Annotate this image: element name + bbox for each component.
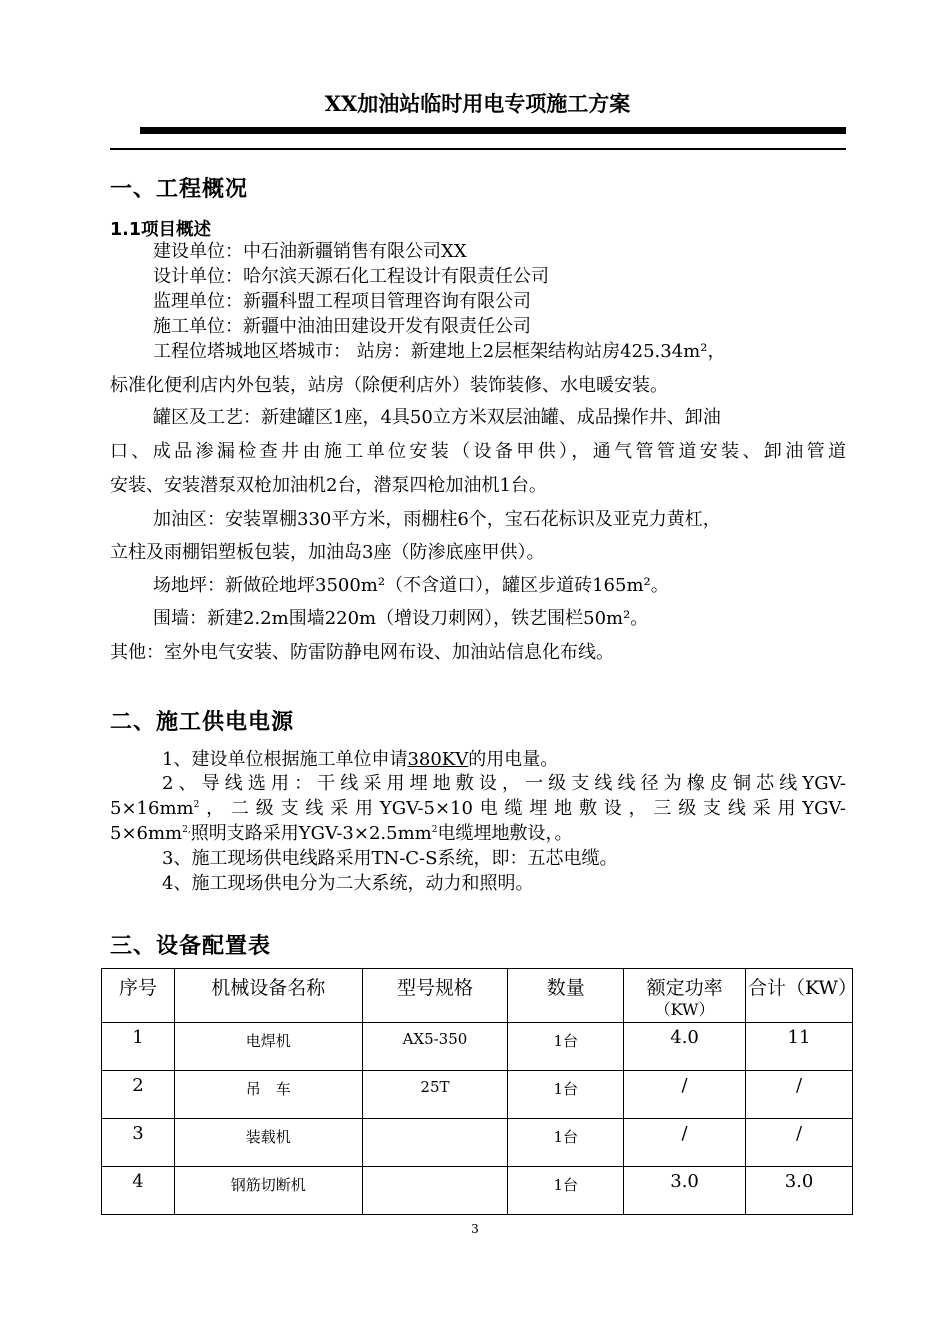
power-item-1-suffix: 的用电量。	[468, 749, 559, 770]
power-item-1-text: 1、建设单位根据施工单位申请	[162, 749, 408, 770]
site-paragraph-line-2: 标准化便利店内外包装，站房（除便利店外）装饰装修、水电暖安装。	[110, 375, 668, 396]
cell-rated-power: /	[624, 1119, 746, 1167]
cell-index: 3	[102, 1119, 175, 1167]
power-item-4: 4、施工现场供电分为二大系统，动力和照明。	[162, 873, 534, 894]
table-row	[102, 1023, 853, 1071]
construction-unit-line: 施工单位：新疆中油油田建设开发有限责任公司	[153, 316, 531, 337]
document-title: XX加油站临时用电专项施工方案	[324, 91, 631, 116]
cell-equipment-name: 吊 车	[174, 1071, 362, 1119]
section-heading-equipment: 三、设备配置表	[110, 934, 272, 959]
table-header-row	[102, 969, 853, 1023]
superscript-2: 2	[193, 800, 200, 810]
wire-spec-tertiary: 5×6mm	[110, 823, 183, 844]
cell-total: 11	[746, 1023, 853, 1071]
other-line: 其他：室外电气安装、防雷防静电网布设、加油站信息化布线。	[110, 642, 614, 663]
header-quantity: 数量	[508, 969, 624, 1023]
cell-quantity: 1台	[508, 1023, 624, 1071]
power-item-2-line-1: 2、导线选用：干线采用埋地敷设，一级支线线径为橡皮铜芯线YGV-	[162, 773, 846, 794]
cell-rated-power: 4.0	[624, 1023, 746, 1071]
cell-index: 4	[102, 1167, 175, 1215]
cell-model	[362, 1167, 508, 1215]
cell-rated-power: /	[624, 1071, 746, 1119]
power-item-2-line-2	[110, 797, 846, 821]
header-rated-power-unit: （KW）	[654, 1000, 715, 1019]
power-item-3: 3、施工现场供电线路采用TN-C-S系统，即：五芯电缆。	[162, 848, 618, 869]
wire-spec-primary: 5×16mm	[110, 798, 194, 819]
tank-paragraph-line-2: 口、成品渗漏检查井由施工单位安装（设备甲供），通气管管道安装、卸油管道	[110, 441, 846, 462]
wire-spec-lighting: 照明支路采用YGV-3×2.5mm	[190, 823, 432, 844]
cell-equipment-name: 电焊机	[174, 1023, 362, 1071]
wire-spec-secondary: ，二级支线采用YGV-5×10电缆埋地敷设，三级支线采用YGV-	[199, 798, 846, 819]
owner-unit-line: 建设单位：中石油新疆销售有限公司XX	[153, 241, 467, 262]
header-equipment-name: 机械设备名称	[174, 969, 362, 1023]
cell-total: /	[746, 1071, 853, 1119]
cell-model: 25T	[362, 1071, 508, 1119]
page-number: 3	[471, 1222, 479, 1236]
superscript-2-comma: 2,	[182, 825, 191, 835]
cell-index: 1	[102, 1023, 175, 1071]
sub-heading-project-overview: 1.1项目概述	[110, 220, 212, 240]
cell-quantity: 1台	[508, 1119, 624, 1167]
cell-equipment-name: 钢筋切断机	[174, 1167, 362, 1215]
cell-model	[362, 1119, 508, 1167]
design-unit-line: 设计单位：哈尔滨天源石化工程设计有限责任公司	[153, 266, 549, 287]
supervision-unit-line: 监理单位：新疆科盟工程项目管理咨询有限公司	[153, 291, 531, 312]
table-row	[102, 1119, 853, 1167]
header-rule-thick	[140, 127, 846, 134]
wall-line: 围墙：新建2.2m围墙220m（增设刀刺网），铁艺围栏50m²。	[153, 608, 649, 629]
header-model: 型号规格	[362, 969, 508, 1023]
tank-paragraph-line-1: 罐区及工艺：新建罐区1座，4具50立方米双层油罐、成品操作井、卸油	[153, 407, 721, 428]
cell-total: 3.0	[746, 1167, 853, 1215]
site-paragraph-line-1: 工程位塔城地区塔城市： 站房：新建地上2层框架结构站房425.34m²，	[153, 341, 726, 362]
header-total: 合计（KW）	[746, 969, 853, 1023]
cell-quantity: 1台	[508, 1167, 624, 1215]
section-heading-overview: 一、工程概况	[110, 177, 249, 202]
table-row	[102, 1167, 853, 1215]
power-item-1-underlined-value: 380KV	[407, 749, 469, 770]
header-index: 序号	[102, 969, 175, 1023]
cell-total: /	[746, 1119, 853, 1167]
header-rule-thin	[110, 148, 846, 150]
cell-rated-power: 3.0	[624, 1167, 746, 1215]
section-heading-power-supply: 二、施工供电电源	[110, 710, 295, 735]
header-rated-power	[624, 969, 746, 1023]
equipment-table	[101, 968, 858, 1215]
cell-quantity: 1台	[508, 1071, 624, 1119]
cell-equipment-name: 装载机	[174, 1119, 362, 1167]
power-item-2-line-3	[110, 822, 572, 846]
fuel-area-line-2: 立柱及雨棚铝塑板包装，加油岛3座（防渗底座甲供）。	[110, 542, 545, 563]
power-item-1	[162, 748, 558, 772]
header-rated-power-label: 额定功率	[646, 977, 723, 999]
cell-index: 2	[102, 1071, 175, 1119]
superscript-2: 2	[431, 825, 438, 835]
tank-paragraph-line-3: 安装、安装潜泵双枪加油机2台，潜泵四枪加油机1台。	[110, 475, 547, 496]
cell-model: AX5-350	[362, 1023, 508, 1071]
ground-line: 场地坪：新做砼地坪3500m²（不含道口），罐区步道砖165m²。	[153, 575, 669, 596]
wire-spec-lighting-suffix: 电缆埋地敷设，。	[437, 823, 573, 844]
fuel-area-line-1: 加油区：安装罩棚330平方米，雨棚柱6个，宝石花标识及亚克力黄杠，	[153, 509, 721, 530]
table-row	[102, 1071, 853, 1119]
